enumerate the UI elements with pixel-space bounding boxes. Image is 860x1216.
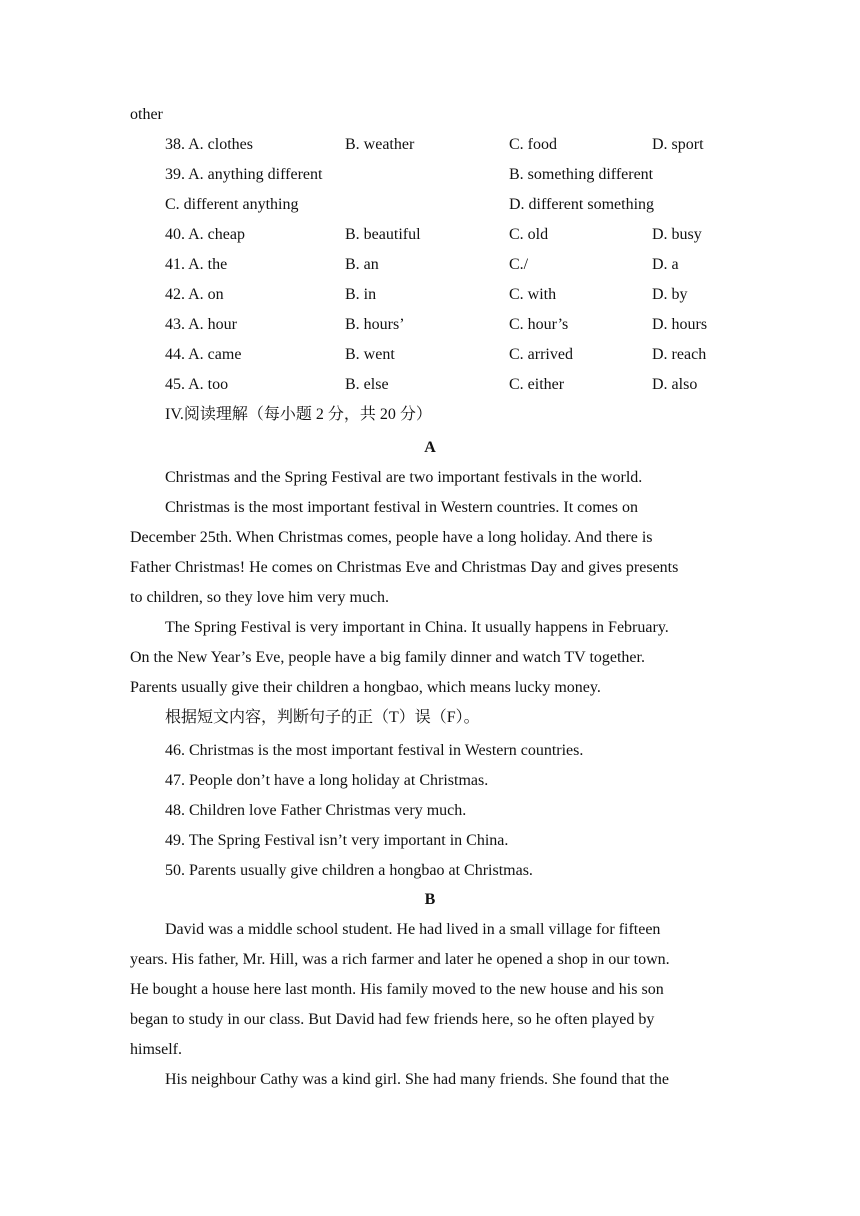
option-a: 38. A. clothes <box>165 136 253 153</box>
passage-line: David was a middle school student. He had lived in a small village for fifteen <box>165 921 661 938</box>
option-a: 39. A. anything different <box>165 166 323 183</box>
passage-line: His neighbour Cathy was a kind girl. She had many friends. She found that the <box>165 1071 669 1088</box>
passage-line: The Spring Festival is very important in China. It usually happens in February. <box>165 619 669 636</box>
option-c: B. something different <box>509 166 654 183</box>
option-c: C. either <box>509 376 565 393</box>
option-b: B. else <box>345 376 389 393</box>
option-a: 45. A. too <box>165 376 229 393</box>
section-heading: IV.阅读理解（每小题 2 分，共 20 分） <box>165 406 432 423</box>
option-b: B. an <box>345 256 379 273</box>
passage-line: Father Christmas! He comes on Christmas Eve and Christmas Day and gives presents <box>130 559 679 576</box>
question-item: 50. Parents usually give children a hongbao at Christmas. <box>165 862 533 879</box>
passage-line: Christmas and the Spring Festival are two important festivals in the world. <box>165 469 643 486</box>
option-d: D. sport <box>652 136 704 153</box>
passage-line: He bought a house here last month. His family moved to the new house and his son <box>130 981 664 998</box>
option-a: 41. A. the <box>165 256 228 273</box>
option-c: C. old <box>509 226 549 243</box>
passage-line: to children, so they love him very much. <box>130 589 390 606</box>
option-d: D. reach <box>652 346 707 363</box>
passage-line: December 25th. When Christmas comes, people have a long holiday. And there is <box>130 529 653 546</box>
option-b: B. in <box>345 286 377 303</box>
option-b: B. hours’ <box>345 316 405 333</box>
passage-line: Christmas is the most important festival in Western countries. It comes on <box>165 499 639 516</box>
option-b: B. weather <box>345 136 415 153</box>
option-d: D. hours <box>652 316 708 333</box>
passage-b-title: B <box>424 891 436 908</box>
question-item: 48. Children love Father Christmas very much. <box>165 802 467 819</box>
question-item: 46. Christmas is the most important festival in Western countries. <box>165 742 584 759</box>
question-item: 47. People don’t have a long holiday at Christmas. <box>165 772 489 789</box>
option-d: D. also <box>652 376 698 393</box>
passage-a-title: A <box>424 439 436 456</box>
option-a: 40. A. cheap <box>165 226 245 243</box>
option-d: D. by <box>652 286 688 303</box>
passage-line: On the New Year’s Eve, people have a big family dinner and watch TV together. <box>130 649 645 666</box>
option-a: 42. A. on <box>165 286 224 303</box>
option-c: C. with <box>509 286 557 303</box>
option-b: B. beautiful <box>345 226 421 243</box>
option-a: C. different anything <box>165 196 299 213</box>
option-d: D. busy <box>652 226 702 243</box>
question-item: 49. The Spring Festival isn’t very important in China. <box>165 832 509 849</box>
option-c: C. arrived <box>509 346 573 363</box>
option-c: C./ <box>509 256 529 273</box>
option-a: 44. A. came <box>165 346 242 363</box>
passage-line: began to study in our class. But David had few friends here, so he often played by <box>130 1011 655 1028</box>
instruction: 根据短文内容，判断句子的正（T）误（F）。 <box>165 709 480 726</box>
passage-line: himself. <box>130 1041 182 1058</box>
option-a: 43. A. hour <box>165 316 237 333</box>
continued-text: other <box>130 106 163 123</box>
option-c: D. different something <box>509 196 655 213</box>
passage-line: Parents usually give their children a hongbao, which means lucky money. <box>130 679 601 696</box>
option-c: C. hour’s <box>509 316 569 333</box>
option-b: B. went <box>345 346 395 363</box>
option-c: C. food <box>509 136 557 153</box>
passage-line: years. His father, Mr. Hill, was a rich farmer and later he opened a shop in our town. <box>130 951 670 968</box>
option-d: D. a <box>652 256 679 273</box>
